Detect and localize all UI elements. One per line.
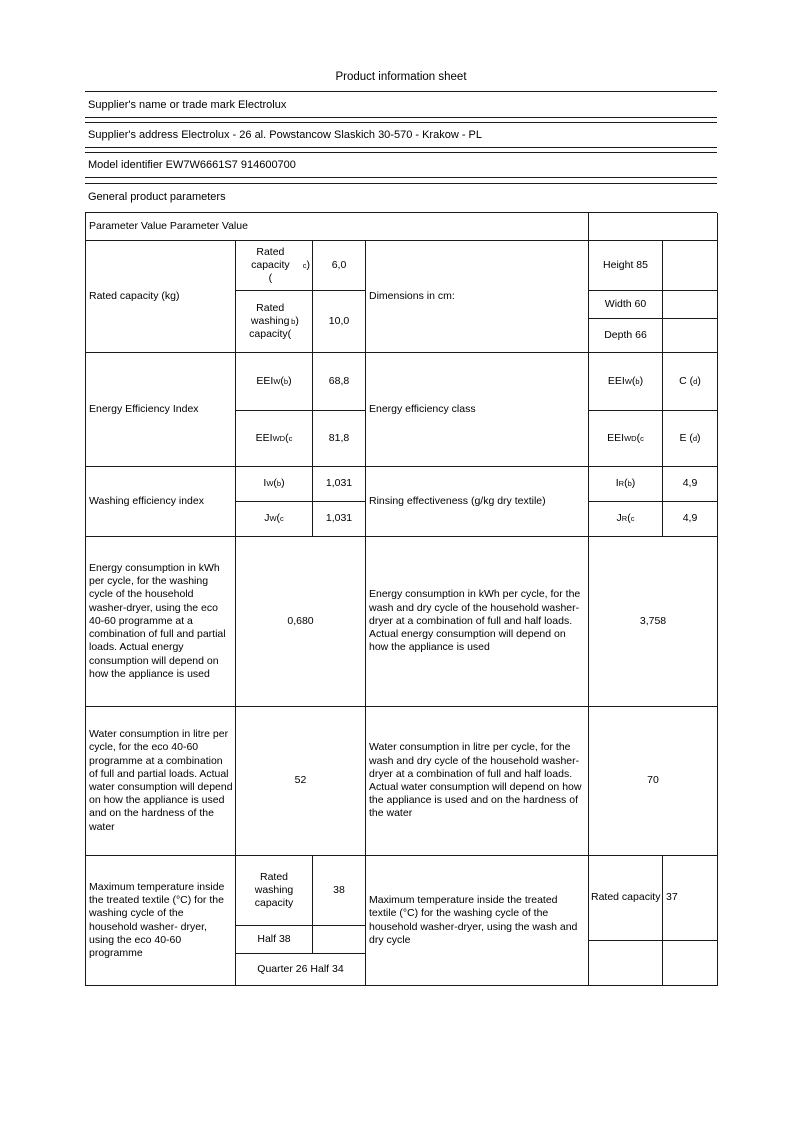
- energy-consumption-washdry-value-cell: 3,758: [589, 537, 718, 707]
- energy-class-label-cell: Energy efficiency class: [366, 353, 589, 467]
- washing-capacity-value-cell: 10,0: [313, 291, 366, 353]
- rated-capacity-label-cell: Rated capacity (kg): [86, 241, 236, 353]
- table-header-empty-cell: [589, 213, 718, 241]
- empty-cell: [663, 319, 718, 353]
- dimension-width-cell: Width 60: [589, 291, 663, 319]
- max-temp-rated-label-cell: Rated washing capacity: [236, 856, 313, 926]
- jr-label-cell: J R ( c: [589, 502, 663, 537]
- eei-wd-label-cell: EEI WD ( c: [236, 411, 313, 467]
- washing-efficiency-label-cell: Washing efficiency index: [86, 467, 236, 537]
- energy-consumption-wash-label-cell: Energy consumption in kWh per cycle, for the washing cycle of the household washer-dryer, using the eco 40-60 programme at a combination of full and partial loads. Actual energy consumption will depend on how the appliance is used: [86, 537, 236, 707]
- max-temp-quarter-cell: Quarter 26 Half 34: [236, 954, 366, 986]
- rinsing-label-cell: Rinsing effectiveness (g/kg dry textile): [366, 467, 589, 537]
- water-consumption-wash-value-cell: 52: [236, 707, 366, 856]
- energy-efficiency-index-label-cell: Energy Efficiency Index: [86, 353, 236, 467]
- rated-capacity-value-cell: 6,0: [313, 241, 366, 291]
- empty-cell: [313, 926, 366, 954]
- model-identifier-row: Model identifier EW7W6661S7 914600700: [85, 152, 717, 178]
- dimension-depth-cell: Depth 66: [589, 319, 663, 353]
- eei-w-class-label-cell: EEI W ( b ): [589, 353, 663, 411]
- dimensions-label-cell: Dimensions in cm:: [366, 241, 589, 353]
- energy-class-w-value-cell: C ( d ): [663, 353, 718, 411]
- dimension-height-cell: Height 85: [589, 241, 663, 291]
- energy-consumption-washdry-label-cell: Energy consumption in kWh per cycle, for the wash and dry cycle of the household washer-dryer at a combination of full and half loads. Actual energy consumption will depend on how the appliance is used: [366, 537, 589, 707]
- water-consumption-washdry-value-cell: 70: [589, 707, 718, 856]
- eei-w-value-cell: 68,8: [313, 353, 366, 411]
- water-consumption-wash-label-cell: Water consumption in litre per cycle, for the eco 40-60 programme at a combination of full and partial loads. Actual water consumption will depend on how the appliance is used and on the hardness of the water: [86, 707, 236, 856]
- rated-capacity-sub-label-cell: Rated capacity ( c ): [236, 241, 313, 291]
- max-temp-wash-label-cell: Maximum temperature inside the treated textile (°C) for the washing cycle of the household washer- dryer, using the eco 40-60 programme: [86, 856, 236, 986]
- ir-value-cell: 4,9: [663, 467, 718, 502]
- parameters-table: [85, 212, 717, 986]
- eei-wd-value-cell: 81,8: [313, 411, 366, 467]
- energy-class-wd-value-cell: E ( d ): [663, 411, 718, 467]
- energy-consumption-wash-value-cell: 0,680: [236, 537, 366, 707]
- water-consumption-washdry-label-cell: Water consumption in litre per cycle, for the wash and dry cycle of the household washer-dryer at a combination of full and half loads. Actual water consumption will depend on how the appliance is used and on the hardness of the water: [366, 707, 589, 856]
- iw-label-cell: I W ( b ): [236, 467, 313, 502]
- document-title: Product information sheet: [335, 71, 467, 83]
- eei-wd-class-label-cell: EEI WD ( c: [589, 411, 663, 467]
- ir-label-cell: I R ( b ): [589, 467, 663, 502]
- jr-value-cell: 4,9: [663, 502, 718, 537]
- max-temp-washdry-label-cell: Maximum temperature inside the treated textile (°C) for the washing cycle of the household washer-dryer, using the wash and dry cycle: [366, 856, 589, 986]
- max-temp-rated-value-cell: 38: [313, 856, 366, 926]
- washing-capacity-label-cell: Rated washing capacity( b ): [236, 291, 313, 353]
- eei-w-label-cell: EEI W ( b ): [236, 353, 313, 411]
- empty-cell: [663, 291, 718, 319]
- max-temp-half-cell: Half 38: [236, 926, 313, 954]
- max-temp-washdry-rated-label-cell: Rated capacity: [589, 856, 663, 941]
- table-header-cell: Parameter Value Parameter Value: [86, 213, 589, 241]
- general-parameters-heading: General product parameters: [85, 183, 717, 209]
- jw-label-cell: J W ( c: [236, 502, 313, 537]
- supplier-address-row: Supplier's address Electrolux - 26 al. Powstancow Slaskich 30-570 - Krakow - PL: [85, 122, 717, 148]
- empty-cell: [589, 941, 663, 986]
- empty-cell: [663, 941, 718, 986]
- max-temp-washdry-rated-value-cell: 37: [663, 856, 718, 941]
- empty-cell: [663, 241, 718, 291]
- jw-value-cell: 1,031: [313, 502, 366, 537]
- supplier-name-row: Supplier's name or trade mark Electrolux: [85, 91, 717, 118]
- iw-value-cell: 1,031: [313, 467, 366, 502]
